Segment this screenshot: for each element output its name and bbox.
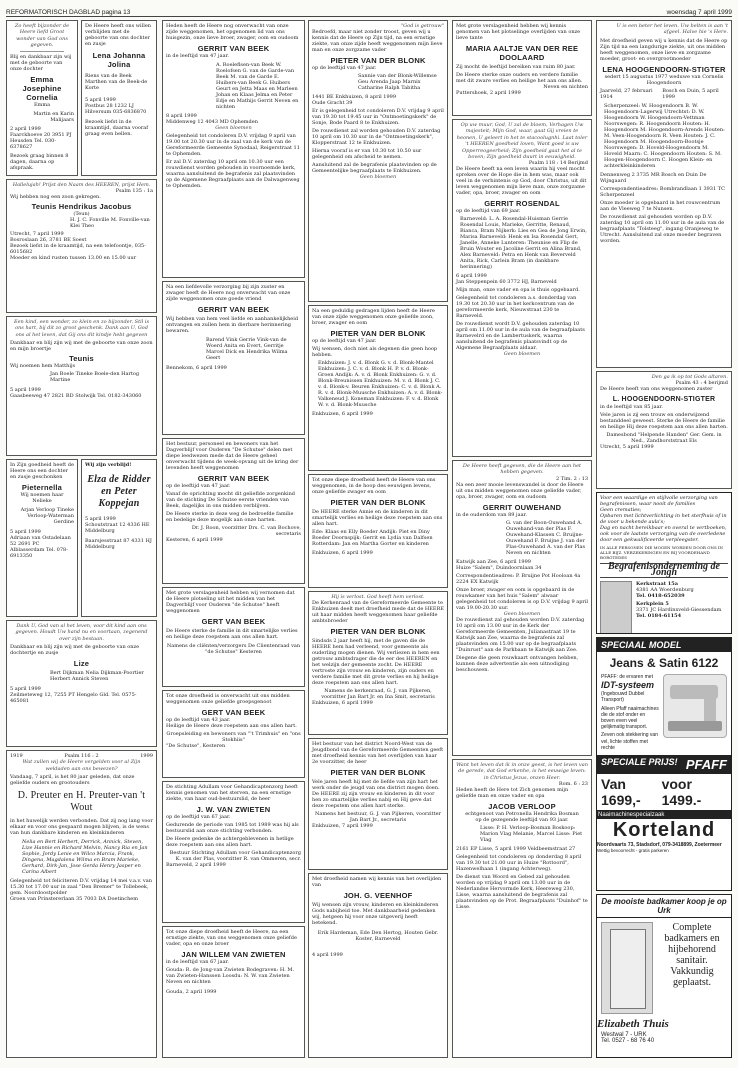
obituary-jan-willem-van-zwieten	[162, 926, 305, 1058]
verse: Hallelujah! Prijst den Naam des HEEREN, prijst Hem.	[12, 182, 151, 188]
spouse-line: echtgenoot van Petronella Hendrika Bosman	[465, 811, 579, 818]
city-1: 4381 AA Woerdenburg	[636, 586, 694, 593]
address: Puttershoek, 2 april 1999	[456, 90, 521, 96]
intro: Tot onze droefheid is onverwacht uit ons midden weggenomen onze geliefde groepsgenoot	[166, 693, 290, 705]
verse-ref: Psalm 118 : 14 Berijmd	[528, 160, 588, 167]
address: Postbus 28 1232 LJ Hilversum 035-6836870	[85, 103, 147, 115]
family: Ede: Klaas en Elly Boeder Andijk: Piet en Diny Boeder Doornspijk: Gerrit en Lydia van Dalfsen Rotterdam: Jan en Martha Gorter en kinderen	[312, 529, 433, 547]
verse-ref: 2 Tim. 2 : 13	[555, 475, 588, 482]
page-header	[6, 4, 732, 17]
body-4: Aansluitend zal de begrafenis plaatsvinden op de Gemeentelijke begraafplaats te Enkhuizen.	[312, 162, 437, 175]
obituary-pieter-van-der-blonk-church	[308, 591, 448, 735]
address-2: Baarsjesstraat 87 4331 HJ Middelburg	[85, 538, 152, 550]
body: Wij wensen zijn vrouw, kinderen en kleinkinderen Gods nabijheid toe. Met dankbaarheid gedenken wij, hetgeen hij voor onze uitgeverij heeft betekend.	[312, 902, 439, 926]
intro: Tot onze diepe droefheid heeft de Heere van ons weggenomen, in de hoop des eeuwigen levens, onze geliefde zwager en oom	[312, 477, 436, 495]
obituary-jacob-verloop	[452, 759, 592, 1058]
body-2: De Heere sterke in deze weg de bedroefde familie en bedelige deze mogelijk aan onze harten.	[166, 511, 294, 523]
verse-ref: Psalm 116 : 2	[64, 753, 99, 759]
family: A. Roeleflsen-van Beek W. Roelofsen G. van de Garde-van Beek M. van de Garde E. Huibers-van Beek G. Huibers Geurt en Jetta Maas en Marleen Johan en Klaas Jelma en Peter Edje en Mathijs Gerrit Neven en nichten	[216, 62, 299, 110]
service-3: Opbaren met lichtverlichting in het sterfhuis of in de voor u bekende aula's;	[600, 513, 727, 525]
phone-2: Tel. 0184-61154	[636, 612, 682, 619]
body: Heilige de Heere deze roepstem aan ons allen hart.	[166, 723, 297, 729]
obituary-pieter-van-der-blonk-family	[308, 20, 448, 302]
verse: Wat zullen wij de Heere vergelden voor al Zijn weldaden aan ons bewezen?	[22, 759, 141, 772]
note: Mijn man, onze vader en opa is thuis opgebaard.	[456, 287, 580, 294]
intro: Met grote verslagenheid hebben wij vernomen dat de Heere plotseling uit het midden van het Dagverblijf voor Ouderen "de Schutse" heeft weggenomen	[166, 590, 295, 614]
service-4: Dag en nacht bereikbaar en overal te vertboeken, ook voor de laatste verzorging van de overledene door een gekwalificeerde verpleegster.	[600, 525, 727, 543]
verse: "God is getrouw"	[400, 23, 444, 29]
address: Dennenweg 2 3735 MR Bosch en Duin De Wijngaard	[600, 171, 707, 184]
intro: Dankbaar en blij zijn wij met de geboorte van onze zoon en mijn broertje	[10, 340, 153, 353]
birth-ad-lena	[81, 20, 157, 176]
body: Gelegenheid tot condoleren a.s. donderdag van 19.30 tot 20.30 uur in het kerkcentrum van de gereformeerde kerk, Nieuwstraat 230 te Barneveld.	[456, 295, 577, 320]
intro: Tot onze diepe droefheid heeft de Heere, na een ernstige ziekte, van ons weggenomen onze geliefde vader, opa en onze broer	[166, 929, 297, 947]
obituary-gerrit-van-beek-family	[162, 20, 305, 278]
note: Bezoek liefst in de kraamtijd, daarna vooraf graag even bellen.	[85, 119, 149, 137]
address: Adriaan van Ostadelaan 52 2691 PC Alblasserdam Tel. 078-6913350	[10, 535, 71, 559]
sewing-machine-icon	[663, 674, 727, 738]
obituary-maria-van-der-ree	[452, 20, 592, 116]
deceased-name: L. HOOGENDOORN-STIGTER	[612, 396, 716, 404]
parents: Martin en Karin Malijaars	[33, 110, 74, 123]
birth-ad-teunis	[6, 316, 157, 456]
body: Gelegenheid tot condoleren op donderdag 8 april van 19.30 tot 21.00 uur in Huize "Rottoord", Hazenwelhaan 1 (ingang Achterweg).	[456, 854, 582, 873]
deceased-name: PIETER VAN DER BLONK	[330, 768, 426, 777]
body-3: Diegene die geen rouwkaart ontvangen hebben, kunnen deze advertentie als een uitnodiging beschouwen.	[456, 655, 579, 674]
intro: Met droefheid geven wij u kennis dat de Heere op Zijn tijd na een langdurige ziekte, uit ons midden heeft weggenomen, onze lieve en zorgzame moeder, groot- en overgrootmoeder	[600, 37, 728, 62]
city-date: Utrecht, 7 april 1999	[10, 231, 64, 238]
body: Sindsds 2 jaar heeft hij, met de gaven die de HEERE hem had verleend, voor gemeente als ouderling mogen dienen. Wij verliezen in hem een getrouw ambtsdrager die de eer des HEEREN en het welzijn der gemeente zocht. De HEERE vertroste zijn vrouw en kinderen, zijn ouders en verdere familie met dit grote verlies en hij heilige deze roepstem aan ons allen hart.	[312, 638, 440, 687]
parents: Jan Boele Tineke Boele-den Hartog Martine	[50, 371, 140, 384]
address: Jan Steppenpein 60 3772 HJ, Barneveld	[456, 279, 557, 286]
signature: Bestuur Stichting Adullam voor Gehandicaptenzorg K. van der Plas, voorzitter R. van Ommeren, secr.	[169, 850, 301, 862]
intro: De Heere heeft ons willen verblijden met de geboorte van ons dochter en zusje	[85, 23, 152, 47]
birth-ad-pieternella	[6, 459, 78, 617]
date: 5 april 1999	[10, 686, 41, 693]
deceased-name: PIETER VAN DER BLONK	[330, 56, 426, 66]
intro: Heden heeft de Heere nog onverwacht van onze zijde weggenomen, het opgenomen lid van ons huisgezin, onze lieve broer, zwager, oom en oudoom	[166, 23, 299, 41]
intro: De Heere heeft van ons weggenomen zuster	[600, 386, 713, 393]
family: Lisse: P. H. Verloop-Bosman Boskoop: Marion Vlag Melanie, Marcel Lisse: Piet Vlag	[480, 825, 583, 844]
child-name: Lena Johanna Jolina	[92, 51, 146, 69]
intro: De stichting Adullam voor Gehandicaptenzorg heeft kennis genomen van het sterven, na een ernstige ziekte, van haar oud-bestuurslid, de heer	[166, 784, 298, 802]
body-2: De Heere gedenke de achtergeblevenen in hetlige deze roepstem aan ons allen hart.	[166, 836, 294, 848]
obituary-gerrit-van-beek-schutse	[162, 438, 305, 584]
age: in de ouderdom van 89 jaar.	[456, 511, 527, 518]
intro: De Heere heeft na een leven waarin hij veel mocht spreken over de Hope die in hem was, maar ook veel in de verbintenis op God, door Christus, uit dit leven weggenomen mijn lieve man, onze zorgzame vader, opa, broer, zwager en oom	[456, 166, 587, 197]
deceased-name: GERRIT VAN BEEK	[197, 44, 270, 53]
body-2: Er zal D.V. zaterdag 10 april om 10.30 uur een rouwdienst worden gehouden in voornoemde kerk, waarna aansluitend de begrafenis zal plaatsvinden op de Algemene Begraafplaats aan de Dalwagenweg te Ophemden.	[166, 159, 300, 190]
verse: Op uw muur, God, U zal de bloem, Verhagen Uw majesteit; Mijn God, waar, gaat Gij vreien te heonen, U geleert in het te stacoolugnhi. Laat toler 't HEEREN goedheid loven, Want goed is uw Opperreogeerheid; Zijn goedheid gaat het al te boven; Zijn goedheid duurt in eeuwigheid.	[456, 122, 588, 161]
address-1: Kerkstraat 15a	[636, 580, 679, 587]
verse: Want het leven dat ik in onze geest, is het leven van de gerede, dat God erkenhe, is het eeuwige leven: in Christus Jezus, onzen Heer.	[456, 762, 588, 781]
date: 5 april 1999	[85, 97, 116, 103]
age: Zij mocht de leeftijd bereiken van ruim 80 jaar.	[456, 64, 576, 70]
address: Groen van Prinstererlaan 35 7003 DA Doetinchem	[10, 896, 138, 903]
age: op de leeftijd van 47 jaar.	[166, 483, 231, 489]
family: Barneveld: L. A. Rosendal-Huisman Gerrie Rosendal Louis, Marieke, Gerritte, Renaud, Bianca, Bram Nijkerk: Lies en Gea de Jong Erwin, Marisa Barneveld: Henk en Isa Rosendal Gert, Janelle, Anneke Lunteren: Theunise en Flip de Bruin Wouter en Jacoline Gerrit en Alina Brand, Alex Barneveld: Petra en Henk van Beverveld Anita, Rick, Carlein Bram (in dankbare herinnering)	[460, 216, 587, 271]
address-2: Correspondentieadres: P. Bruijne Pot Hooloan 4a 2224 EX Katwijk	[456, 572, 581, 585]
verse: Een kind, een wonder, zo klein en zo bijzonder. Stil is ons hart, bij dit zo groot geschenk. Dank aan U, God ons al het leven, dat Gij ons dit kindje hebt gegeven	[13, 319, 150, 338]
phone-1: Tel. 0418-652039	[636, 592, 685, 599]
life-dates	[600, 88, 728, 100]
old-price: Van 1699,-	[601, 776, 641, 809]
death-date: Bosch en Duin, 5 april 1999	[662, 87, 719, 100]
special-model-banner: SPECIAAL MODEL	[597, 638, 731, 652]
signature: Damesbond "Helpende Handen" Ger. Gem. in Ned., Zandhorststraat Els	[606, 432, 722, 445]
intro: Dankbaar en blij zijn wij met de geboorte van onze dochtertje en zusje	[10, 644, 140, 657]
obituary-gert-van-beek-clients	[162, 587, 305, 687]
funeral-director-ad	[596, 492, 732, 634]
deceased-name: LENA HOOGENDOORN-STIGTER	[602, 64, 726, 74]
pfaff-sewing-ad	[596, 637, 732, 891]
deceased-name: GERRIT VAN BEEK	[197, 474, 270, 483]
signature: Groepsleiding en bewoners van "'t Trimhuis" en "ons Stokhiis"	[166, 731, 301, 743]
body: Vanaf de oprichting mocht dit gelieflde zorgenkind van de stichting De Schutse eerste vrienden van Beek, dagelijks in ons midden verblijven.	[166, 491, 295, 509]
bath-address: Westwal 7 - URK	[601, 1032, 647, 1038]
child-name: Teunis	[69, 354, 94, 364]
deceased-name: PIETER VAN DER BLONK	[330, 498, 426, 507]
deceased-name: PIETER VAN DER BLONK	[330, 627, 426, 637]
body: in het huwelijk werden verbonden. Dat zij nog lang voor elkaar en voor ons gespaard mogen blijven, is de wens van hun dankbare kinderen en kleinkinderen	[10, 818, 153, 837]
parents: Arjan Verloop Tineke Verloop-Waterman Gerdine	[20, 507, 74, 525]
body: Er is gelegenheid tot condoleren D.V. vrijdag 9 april van 19.30 tot 19.45 uur in "Ontmoetingskerk" de Sonje, Bode Paard 8 te Enkhuizen.	[312, 108, 444, 127]
couple-names: D. Preuter en H. Preuter-van 't Wout	[17, 790, 146, 814]
address: Bosroslaan 26, 3781 BE Soest	[10, 237, 87, 244]
header-right: woensdag 7 april 1999	[666, 9, 732, 16]
bath-title: De mooiste badkamer koop je op Urk	[597, 895, 731, 918]
verse: Den ga ik op tot Gods altaren.	[651, 374, 728, 380]
city-2: 3371 JC Hardinxveld-Giessendam	[636, 606, 722, 613]
address: "De Schutse", Kesteren	[166, 743, 226, 749]
intro: Na een zeer mooie levenswandel is door de Heere uit ons midden weggenomen onze geliefde vader, opa, broer, zwager, oom en oudoom	[456, 481, 584, 500]
obituary-gerrit-ouwehand	[452, 460, 592, 756]
age: in de leeftijd van 47 jaar.	[166, 53, 229, 59]
obituary-van-zwieten-adullam	[162, 781, 305, 923]
verse-ref: Rom. 6 : 23	[558, 781, 588, 788]
address: Middenweg 12 4043 MD Ophemden	[166, 119, 258, 125]
obituary-lena-hoogendoorn-damesbond	[596, 371, 732, 489]
address: Barneveld, 2 april 1999	[166, 862, 226, 868]
address: 2161 EP Lisse, 5 april 1999 Veldbeemstraat 27	[456, 846, 576, 853]
verse: Dank U, God van al het leven, voor dit kind aan ons gegeven. Houdt Uw hand nu en voortaan, zegenend over zijn bestaan.	[15, 623, 148, 642]
bathroom-ad	[596, 894, 732, 1058]
intro: Met droefheid namen wij kennis van het overlijden van	[312, 876, 442, 888]
child-name: Pieternella	[21, 483, 63, 492]
intro: Het bestuur, personeel en bewoners van het Dagverblijf voor Ouderen "De Schutse" delen met diepe leedwezen mede dat de Heere geheel onverwacht tijdens de week-opvang uit de kring der levenden heeft weggenomen	[166, 441, 299, 471]
company-logo-icon	[600, 581, 632, 634]
date: 5 april 1999	[85, 516, 116, 522]
date: 1441 BE Enkhuizen, 8 april 1999	[312, 94, 397, 101]
intro: Met grote verslagenheid hebben wij kennis genomen van het plotselinge overlijden van onze lieve tante	[456, 23, 581, 41]
obituary-pieter-van-der-blonk-inlaws	[308, 474, 448, 588]
address: Utrecht, 5 april 1999	[600, 444, 654, 451]
child-name: Lize	[73, 659, 90, 669]
birth-ad-emma	[6, 20, 78, 176]
intro: Blij en dankbaar zijn wij met de geboorte van onze dochter	[10, 53, 72, 72]
deceased-name: JAN WILLEM VAN ZWIETEN	[181, 950, 286, 959]
age: sedert 15 augustus 1977 weduwe van Cornelis Hoogendoorn	[604, 73, 724, 86]
body-2: De dienst van Woord en Gebed zal gehouden worden op vrijdag 9 april om 13.00 uur in de Nederlandse Hervormde Kerk, Heereweg 230, Lisse, waarna aansluitend de begrafenis zal plaatsvinden op de Prot. Begraafplaats "Duinhof" te Lisse.	[456, 874, 588, 911]
fine-print: IN ALLE PERSONEN DIE MOGEN WORDEN DOOR ONS IN ALLE BIJZ. VERZEKERINGEN EN BIJ VOORDEHAND BORGTEDES	[600, 545, 724, 560]
address-2: Correspondentieadres: Bombrandlaan 1 3931 TC Scherpenzeel	[600, 185, 725, 198]
child-name: Emma Josephine Cornelia	[22, 74, 62, 102]
body: De Heere sterke onze ouders en verdere familie met dit zware verlies en heilige het aan ons allen.	[456, 72, 583, 84]
obituary-gerrit-rosendal	[452, 119, 592, 457]
deceased-name: GERRIT OUWEHAND	[482, 502, 562, 512]
address: Gaasbeeweg 47 2821 BD Stolwijk Tel. 0182-343060	[10, 393, 142, 400]
address: Enkhuizen, 7 april 1999	[312, 823, 373, 829]
verse-ref: Psalm 43 : 4 berijmd	[675, 380, 728, 387]
body: Wij hebben van hem veel liefde en aanhankelijkheid ontvangen en zullen hem in dierbare herinnering bewaren.	[166, 316, 299, 334]
nickname: Wij noemen haar Nelieke	[20, 492, 64, 504]
verse: Hij is verlost. God heeft hem verlost.	[331, 594, 425, 600]
body-2: De rouwdienst zal worden gehouden D.V. zaterdag 10 april om 10.30 uur in de "Ontmoetingskerk", Klopperstraat 12 te Enkhuizen.	[312, 128, 441, 147]
body: Vele jaren is zij een trouw en onderwijzend bestanddeel geweest. Sterke de Heere de familie en heilige Hij deze roepstem aan ons allen harten.	[600, 412, 728, 431]
obituary-pieter-van-der-blonk-youth	[308, 738, 448, 870]
body: De Heere sterke de familie in dit smartelijke verlies en heilige deze roepstem aan ons allen hart.	[166, 628, 298, 640]
intro: Na een liefdevolle verzorging bij zijn zuster en zwager heeft de Heere nog onverwacht van onze zijde weggenomen onze goede vriend	[166, 284, 291, 302]
obituary-veenhof	[308, 873, 448, 1058]
service-list	[600, 495, 728, 543]
price-row	[597, 774, 731, 811]
anniversary-ad-preuter	[6, 750, 157, 1058]
nickname: (Teun)	[73, 211, 90, 218]
verse: Zo heeft bijzonder de Heere liefd Groot wonder van God ons gegeven.	[14, 23, 70, 49]
obituary-gert-van-beek-group	[162, 690, 305, 778]
intro: Heden heeft de Here tot Zich genomen mijn geliefde man en onze vader en opa	[456, 787, 569, 800]
brand-logo: PFAFF	[685, 757, 727, 773]
body-2: De rouwdienst wordt D.V. gehouden zaterdag 10 april om 11.00 uur in de aula van de begraafplaats Barnevelrd en de Lambertuskerk, waarna aansluitend de begrafenis plaatsvindt op de Algemene Begraafplaats aldaar.	[456, 321, 585, 352]
body-2: De rouwdienst zal gehouden worden op D.V. zaterdag 10 april om 11.00 uur in de aula van de begraafplaats "Tolsteeg", ingang Oranjeweg te Utrecht. Aansluitend zal onze moeder begraven worden.	[600, 213, 725, 244]
address: Gouda, 2 april 1999	[166, 989, 217, 995]
year-start: 1919	[10, 753, 23, 759]
address: Schoutstraat 12 4336 HE Middelburg	[85, 522, 150, 534]
date: 5 april 1999	[10, 387, 41, 394]
company-name: Begrafenisonderneming de Jongh	[600, 563, 728, 578]
age: op de leeftijd van 67 jaar.	[166, 814, 231, 820]
intro: Het bestuur van het district Noord-West van de Jeugdbond van de Gereformeerde Gemeenten geeft met droefheid kennis van het overlijden van haar 2e voorzitter, de heer	[312, 741, 444, 765]
nickname: Wij noemen hem Matthijs	[10, 363, 76, 370]
feature-1: PFAFF: de ervaren met	[601, 674, 653, 680]
bath-phone: Tel. 0527 - 68 76 40	[601, 1038, 655, 1044]
verse-ref: Psalm 135 : 1a	[115, 188, 153, 195]
shop-type: Naaimachinespecialzaak	[597, 811, 731, 819]
date: Katwijk aan Zee, 6 april 1999	[456, 558, 531, 565]
note: Gelegenheid tot feliciteren D.V. vrijdag 14 mei v.a.v. van 15.30 tot 17.00 uur in zaal "Den Bremer" te Tollebeek, gem. Noordoostpolder	[10, 878, 152, 897]
shop-note: Wettig bevoorrecht - gratis parkeren	[597, 848, 669, 854]
obituary-gerrit-van-beek-friends	[162, 281, 305, 435]
signature: Neven en nichten	[543, 84, 588, 90]
deceased-name: GERRIT VAN BEEK	[197, 305, 270, 314]
body-3: Hierna vooraf is er van 10.30 tot 10.50 uur gelegenheid om afscheid te nemen.	[312, 148, 422, 161]
deceased-name: GERT VAN BEEK	[201, 617, 266, 626]
body-2: De rouwdienst zal gehouden worden D.V. zaterdag 10 april om 13.00 uur in de Kerk der Gereformeerde Gemeenten, Julianastraat 19 te Katwijk aan Zee, waarna de begrafenis zal plaatsvinden om 15.00 uur op de begraafplaats "Duinrust" aan de Parkbaan te Katwijk aan Zee.	[456, 617, 585, 654]
deceased-name: GERT VAN BEEK	[201, 708, 266, 717]
feature-4: Alleen Pfaff naaimachines die de stof onder en boven even veel gelijkmatig transport.	[601, 705, 659, 731]
signature: Namens de kerkenraad, G. J. van Pijkeren, voorzitter Jan Bart Jr. en Ina Smit, secretaris	[321, 688, 435, 701]
nickname: Emma	[33, 101, 51, 108]
deceased-name: J. W. VAN ZWIETEN	[196, 805, 271, 814]
note: Bezoek liefst in de kraamtijd, na een telefoontje, 035-6015682	[10, 243, 146, 256]
age: op de leeftijd van 47 jaar.	[312, 65, 377, 72]
age: op de gezegende leeftijd van 93 jaar.	[475, 817, 569, 824]
address: Bennekom, 6 april 1999	[166, 365, 227, 371]
address: Enkhuizen, 6 april 1999	[312, 700, 373, 707]
date: 6 april 1999	[456, 273, 487, 280]
service-1: Voor een waardige en stijlvolle verzorging van begrafenissen, waar nooit de families	[600, 495, 718, 507]
obituary-pieter-van-der-blonk-parents	[308, 305, 448, 471]
note: Geen bloemen	[503, 610, 541, 617]
intro: Wij hebben nog een zoon gekregen.	[10, 194, 101, 201]
parents: H. J. C. Fonville M. Fonville-van Klei Theo	[70, 217, 150, 230]
age: in de leeftijd van 85 jaar.	[600, 404, 663, 411]
special-price-label: SPECIALE PRIJS!	[601, 757, 678, 768]
note-2: Geen bloemen	[503, 351, 541, 358]
intro: De Kerkenraad van de Gereformeerde Gemeente te Enkhuizen deelt met droefheid mede dat de HEERE uit haar midden heeft weggenomen haar geliefde ambtsbroeder	[312, 600, 444, 625]
verse: In Zijn goedheid heeft de Heere ons een dochter en zusje geschonken	[10, 462, 74, 480]
intro: Na een geduldig gedragen lijden heeft de Heere van onze zijde weggenomen onze geliefde zoon, broer, zwager en oom	[312, 308, 435, 326]
deceased-name: JOH. G. VEENHOF	[343, 891, 413, 900]
company-addresses	[600, 581, 728, 634]
extra-note: Moeder en kind rusten tussen 13.00 en 15.00 uur	[10, 255, 137, 262]
intro: Wij zijn verblijd!	[85, 462, 132, 468]
intro: Vandaag, 7 april, is het 80 jaar geleden, dat onze geliefde ouders en grootouders	[10, 774, 135, 787]
note: Geen bloemen	[215, 125, 252, 131]
address: Enkhuizen, 6 april 1999	[312, 411, 373, 417]
wedding-ad-elza-peter	[81, 459, 157, 617]
family: Gouda: R. de Jong-van Zwieten Bodegraven: H. M. van Zwieten-Hanssen Loosdu: N. W. van Zwieten Neven en nichten	[166, 967, 295, 985]
signature: Namens de cliënten/verzorgers De Clientenraad van "de Schutse" Kesteren	[166, 643, 301, 655]
price-banner	[597, 755, 731, 774]
age: op de leeftijd van 69 jaar.	[456, 208, 521, 215]
bath-brand: Elizabeth Thuis	[597, 1018, 669, 1030]
verse: De Heere heeft gegeven, die de Heere aan het hebben gegeven.	[462, 463, 582, 476]
parents: Riens van de Beek Marthen van de Beek-de Korte	[85, 73, 148, 91]
age: in de leeftijd van 67 jaar.	[166, 959, 229, 965]
family: Sannie van der Blonk-Willemse Geu Arenda Jaap Marnix Catharine Ralph Tabitha	[358, 73, 437, 92]
feature-5: Zeven ook stekkering van vel, lichte stoffen met rechte	[601, 732, 658, 751]
body: De HEERE sterke Annie en de kinderen in dit smartelijk verlies en heilige deze roepstem aan ons allen hart.	[312, 509, 443, 527]
body: Gedurende de periode van 1985 tot 1989 was hij als bestuurslid aan onze stichting verbonden.	[166, 822, 299, 834]
body: Onze moeder is opgebaard in het rouwcentrum aan de Vleeweg 7 te Nunsen.	[600, 199, 721, 212]
deceased-name: GERRIT ROSENDAL	[484, 199, 560, 209]
signature: Namens het bestuur, G. J. van Pijkeren, voorzitter Jan Bart Jr., secretaris	[315, 811, 441, 823]
couple-names: Elza de Ridder en Peter Koppejan	[87, 474, 151, 509]
address-2: Kerkplein 5	[636, 600, 669, 607]
address: Kesteren, 6 april 1999	[166, 537, 223, 543]
address: Faarckhoeve 20 3951 PJ Heusden Tel. 030-6378627	[10, 131, 72, 150]
deceased-name: PIETER VAN DER BLONK	[330, 329, 426, 338]
parents: Bert Dijkman Nelia Dijkman-Poortier Herbert Annick Steven	[50, 670, 144, 683]
signature: Dr. J. Roon, voorzitter Drs. C. van Bochove, secretaris	[191, 525, 301, 537]
feature-2: IDT-systeem	[601, 680, 655, 691]
family: G. van der Boon-Ouwehand A. Ouwehand-van der Plas F. Ouwehand-Klassen C. Bruijne-Ouwehand F. Bruijne J. van der Plas-Ouwehand A. van der Plas Neven en nichten	[506, 519, 586, 556]
date: 5 april 1999	[10, 529, 41, 535]
family: Nelia en Bert Herbert, Derrick, Annick, Steven, Lize Hannie en Richard Melvin, Nancy Ria en Jan Sophie, Jordy Lenie en Wilco Marcia, Frank, Dingena, Magdalena Wilma en Bram Marieke, Gerhard, Dirk-Jan, Jose Gerda Henry Jasper en Carina Albert	[22, 839, 148, 876]
body: Vele jaren heeft hij met de liefde van zijn hart het werk onder de jeugd van ons district mogen doen. De HEERE zij zijn vrouw en kinderen in dit voor hen zo smartelijke verlies nabij en Hij geve dat deze roepstem ons allen hart sterke.	[312, 779, 440, 809]
family: Scherpenzeel: W. Hoogendoorn B. W. Hoogendoorn-Lagerwij Utrechtst: D. W. Hoogendoorn W. Hoogendoorn-Vettman Noorswegen: R. Hoogendoorn Houten: H. Hoogendoorn M. Hoogendoorn-Arends Houten: M. Veen-Hoogendoorn R. Veen Houten: J. C. Hoogendoorn M. Hoogendoorn-Bootsje Noorswegen: D. Hoveld-Hoogendoorn M. Hoveld Maarn: C. Hoogendoorn Houten: S. M. Hoogen-Hoogendoorn C. Hoogen Klein- en achterkleinkinderen	[604, 102, 725, 169]
age: op de leeftijd van 43 jaar.	[166, 717, 231, 723]
deceased-name: MARIA AALTJE VAN DER REE DOOLAARD	[465, 44, 579, 62]
body: Onze broer, zwager en oom is opgebaard in de rouwkamer van het huis "Salem" alwaar gelegenheid tot condoleren is op D.V. vrijdag 9 april van 19.00-20.30 uur.	[456, 586, 589, 611]
year-end: 1999	[140, 753, 153, 759]
address: Enkhuizen, 6 april 1999	[312, 550, 373, 556]
body: Gelegenheid tot condoleren D.V. vrijdag 9 april van 19.00 tot 20.30 uur in de zaal van de kerk van de Gereformeerde Gemeente Synodaal, Reigerstraat 11 te Ophemden.	[166, 133, 300, 158]
service-2: Geen crematies;	[600, 507, 642, 513]
new-price: voor 1499.-	[661, 776, 702, 809]
header-left: REFORMATORISCH DAGBLAD pagina 13	[6, 9, 131, 16]
obituary-lena-hoogendoorn-family	[596, 20, 732, 368]
address: Zeilmeteweg 12, 7255 PT Hengelo Gld. Tel. 0575-465081	[10, 692, 137, 705]
birth-date: Jaarveld, 27 februari 1914	[600, 87, 653, 100]
bath-text: Complete badkamers en hijbehorend sanitair. Vakkundig geplaatst.	[664, 922, 720, 988]
birth-ad-lize	[6, 620, 157, 747]
child-name: Teunis Hendrikus Jacobus	[31, 202, 132, 212]
intro: Bedroefd, maar niet zonder troost, geven wij u kennis dat de Heere op Zijn tijd, na een ernstige ziekte, van onze zijde heeft weggenomen mijn lieve man en onze zorgzame vader	[312, 29, 443, 54]
signature: Erik Hardeman, Ede Den Hertog, Houten Gebr. Koster, Barneveld	[317, 930, 439, 942]
note: Bezoek graag binnen 8 dagen, daarna op afspraak.	[10, 152, 69, 171]
deceased-name: JACOB VERLOOP	[488, 802, 556, 812]
family: Enkhuizen: J. v. d. Blonk G. v. d. Blonk-Mantel Enkhuizen: J. C. v. d. Blonk H. P. v. d. Blonk-Groen Andijk: A. v. d. Blonk Enkhuizen: G. v. d. Blonk-Breunissen Enkhuizen: M. v. d. Blonk J. C. v. d. Blonk-v. Beuren Enkhuizen: C. v. d. Blonk A. R. v. d. Blonk-Muusche Enkhuizen: A. v. d. Blonk-Valkeneud J. Koneman Enkhuizen: F. v. d. Blonk W. v. d. Blonk-Muusche	[318, 360, 443, 408]
feature-3: (Ingebouwd Dubbel Transport)	[601, 691, 645, 704]
address: Oude Gracht 39	[312, 100, 353, 107]
date: 8 april 1999	[166, 113, 197, 119]
date: 4 april 1999	[312, 952, 343, 958]
note: Geen bloemen	[359, 174, 397, 181]
model-title: Jeans & Satin 6122	[609, 656, 719, 670]
address: Huize "Salem", Duindoornlaan 34	[456, 564, 542, 571]
birth-ad-teunis-hendrikus	[6, 179, 157, 313]
shop-name: Korteland	[612, 819, 716, 842]
shop-address: Noordvaarts 73, Stadsdorf, 079-3418899, Zoetermeer	[597, 842, 722, 849]
date: 2 april 1999	[10, 125, 41, 132]
shower-icon	[601, 922, 653, 1014]
family: Barend Vink Gerrie Vink-van de Woerd Anita en Evert, Gerritje Marcel Dick en Hendrika Wilma Geert	[206, 337, 288, 361]
age: op de leeftijd van 47 jaar.	[312, 338, 377, 344]
body: Wij wensen, doch niet als degenen die geen hoop hebben.	[312, 346, 438, 358]
verse: U is een beter het leven. Uw belten is aan 't afgeel. Halve hie 's Here.	[616, 23, 728, 36]
